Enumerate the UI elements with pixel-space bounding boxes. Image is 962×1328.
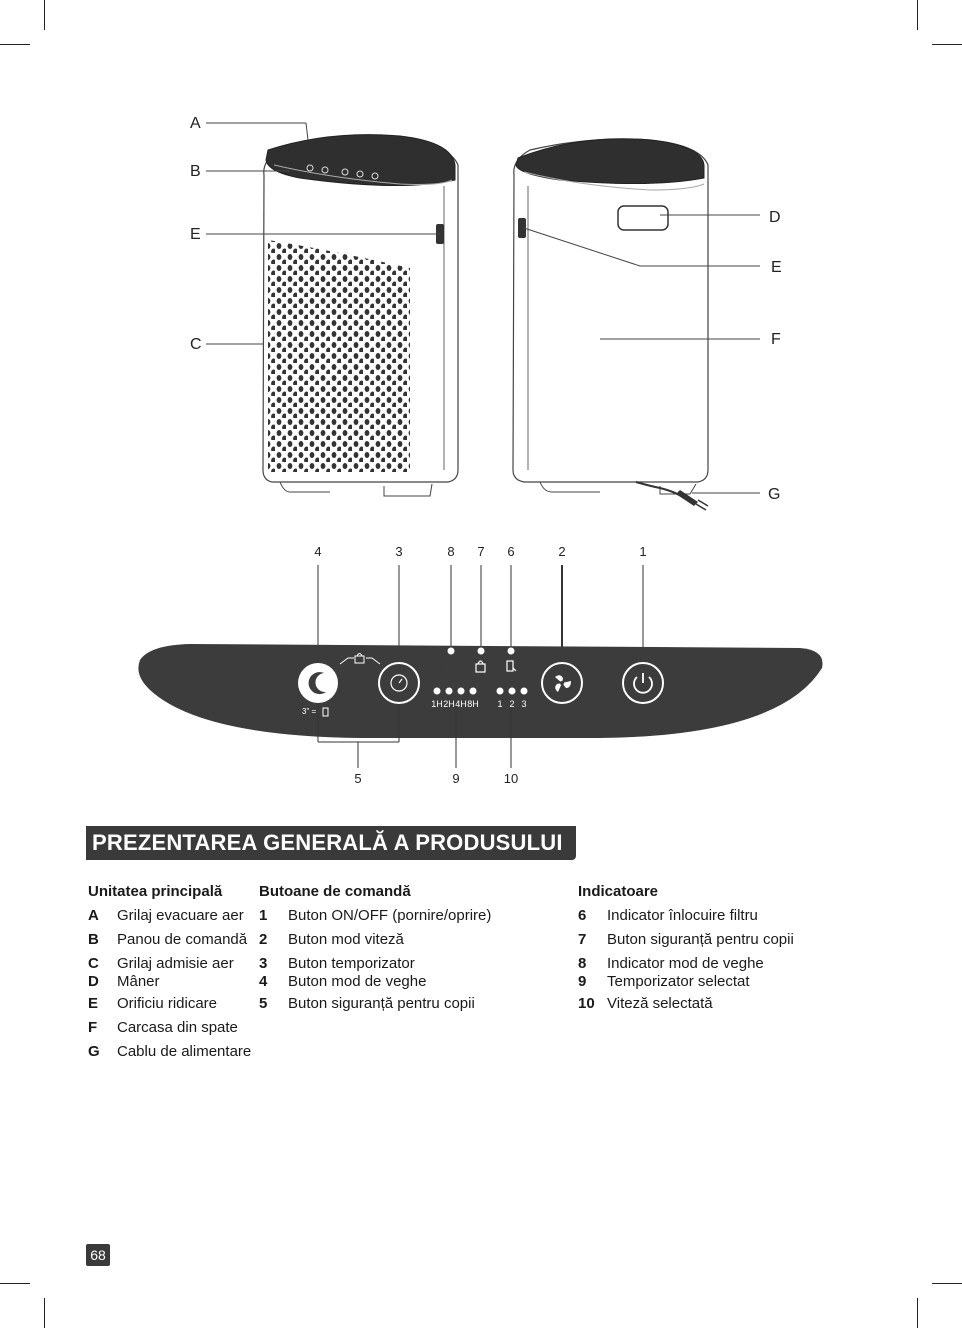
indicators-heading: Indicatoare [578, 883, 659, 900]
panel-number-5: 5 [354, 771, 362, 786]
main-unit-heading: Unitatea principală [88, 883, 223, 900]
panel-number-8: 8 [447, 544, 455, 559]
callout-d: D [769, 209, 781, 226]
page-number: 68 [86, 1244, 110, 1266]
lock-hint-text: 3" = [302, 707, 317, 716]
panel-number-2: 2 [558, 544, 566, 559]
panel-number-1: 1 [639, 544, 647, 559]
list-item: 6 Indicator înlocuire filtru [578, 907, 758, 924]
speed-label-3: 3 [521, 699, 527, 709]
callout-b: B [190, 163, 201, 180]
list-item: 2 Buton mod viteză [259, 931, 404, 948]
crop-mark [932, 1283, 962, 1284]
list-item: 4 Buton mod de veghe [259, 973, 427, 990]
list-item: 7 Buton siguranță pentru copii [578, 931, 794, 948]
callout-e-left: E [190, 226, 201, 243]
crop-mark [0, 1283, 30, 1284]
list-item: 1 Buton ON/OFF (pornire/oprire) [259, 907, 492, 924]
list-item: 8 Indicator mod de veghe [578, 955, 764, 972]
callout-g: G [768, 486, 781, 503]
list-item: C Grilaj admisie aer [88, 955, 234, 972]
timer-label-4h: 4H [455, 699, 467, 709]
section-title: PREZENTAREA GENERALĂ A PRODUSULUI [86, 826, 576, 860]
list-item: A Grilaj evacuare aer [88, 907, 244, 924]
timer-label-1h: 1H [431, 699, 443, 709]
indicators-list [578, 880, 838, 1016]
list-item: 10 Viteză selectată [578, 995, 713, 1012]
list-item: B Panou de comandă [88, 931, 248, 948]
list-item: D Mâner [88, 973, 160, 990]
callout-f: F [771, 331, 781, 348]
crop-mark [44, 1298, 45, 1328]
speed-label-2: 2 [509, 699, 515, 709]
list-item: 5 Buton siguranță pentru copii [259, 995, 475, 1012]
callout-a: A [190, 115, 201, 132]
list-item: E Orificiu ridicare [88, 995, 218, 1012]
panel-number-4: 4 [314, 544, 322, 559]
speed-label-1: 1 [497, 699, 503, 709]
panel-number-10: 10 [503, 771, 519, 786]
control-panel-illustration [0, 550, 962, 790]
callout-e-right: E [771, 259, 782, 276]
panel-number-3: 3 [395, 544, 403, 559]
buttons-heading: Butoane de comandă [259, 883, 411, 900]
panel-number-6: 6 [507, 544, 515, 559]
list-item: F Carcasa din spate [88, 1019, 238, 1036]
callout-c: C [190, 336, 202, 353]
timer-label-2h: 2H [443, 699, 455, 709]
main-unit-list [88, 880, 258, 1064]
list-item: G Cablu de alimentare [88, 1043, 252, 1060]
purifier-front-illustration [0, 0, 962, 520]
list-item: 9 Temporizator selectat [578, 973, 750, 990]
panel-number-7: 7 [477, 544, 485, 559]
crop-mark [917, 1298, 918, 1328]
panel-number-9: 9 [452, 771, 460, 786]
timer-label-8h: 8H [467, 699, 479, 709]
list-item: 3 Buton temporizator [259, 955, 415, 972]
buttons-list [259, 880, 559, 1016]
